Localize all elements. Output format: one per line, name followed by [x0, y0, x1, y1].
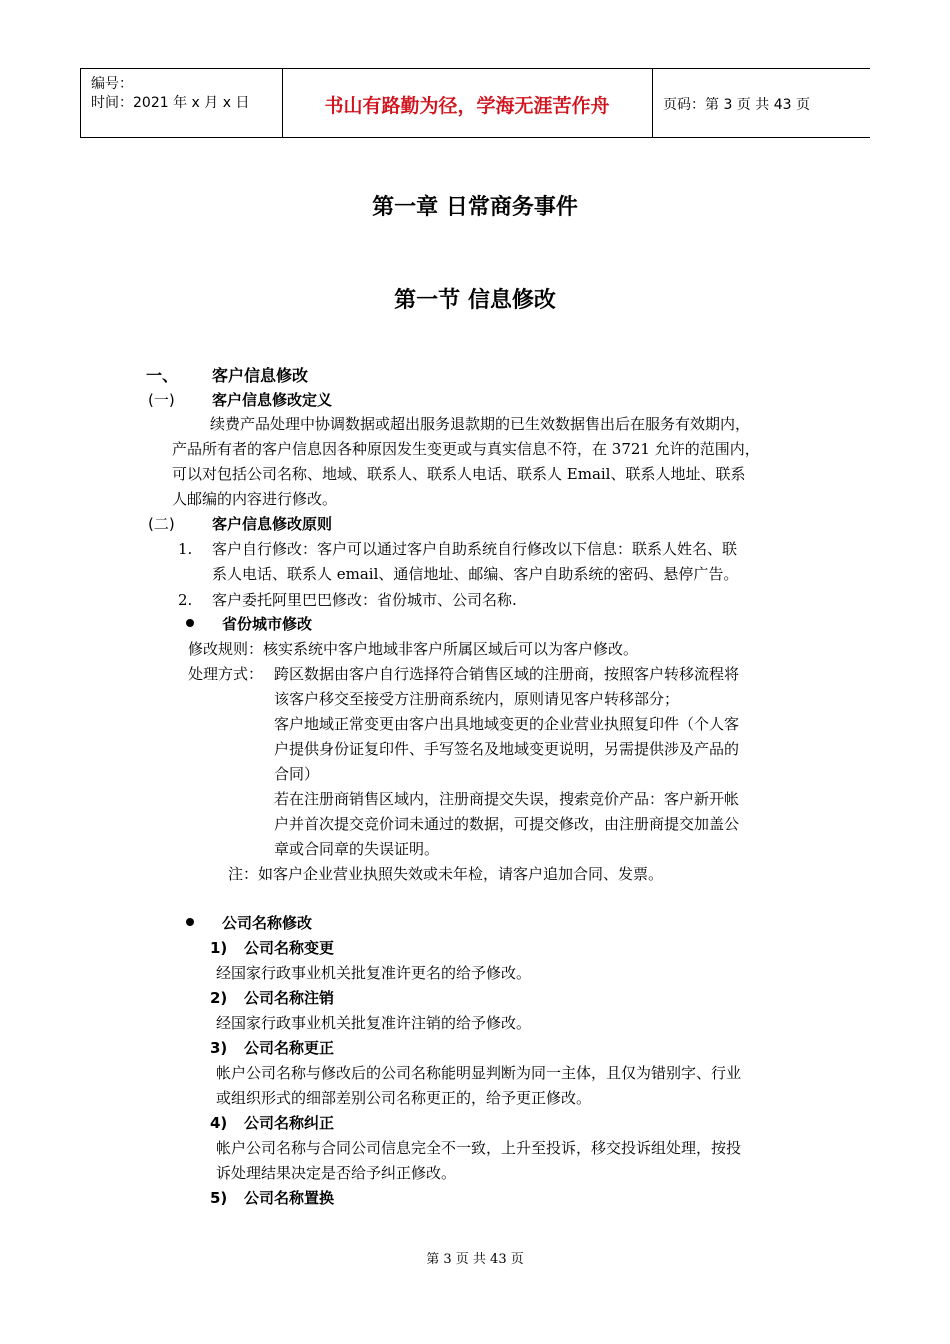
method-line: 户并首次提交竞价词未通过的数据，可提交修改，由注册商提交加盖公	[274, 815, 740, 833]
item-line: 诉处理结果决定是否给予纠正修改。	[216, 1164, 457, 1182]
item-line: 帐户公司名称与修改后的公司名称能明显判断为同一主体，且仅为错别字、行业	[216, 1064, 742, 1082]
page-footer: 第 3 页 共 43 页	[426, 1252, 524, 1267]
header-meta-cell	[80, 69, 283, 137]
item-number: 3)	[210, 1039, 228, 1057]
method-line: 客户地域正常变更由客户出具地域变更的企业营业执照复印件（个人客	[274, 715, 740, 733]
section-title: 第一节 信息修改	[394, 288, 556, 313]
bullet-province-city: 省份城市修改	[222, 615, 313, 633]
time-label: 时间：2021 年 x 月 x 日	[91, 95, 250, 111]
bullet-company-name: 公司名称修改	[222, 914, 313, 932]
item-title: 公司名称变更	[244, 939, 335, 957]
header-motto-cell	[282, 69, 653, 137]
item-number: 1)	[210, 939, 228, 957]
sub-heading-2-number: (二)	[148, 515, 175, 533]
sub-heading-1-number: (一)	[148, 391, 175, 409]
definition-line: 续费产品处理中协调数据或超出服务退款期的已生效数据售出后在服务有效期内，	[210, 415, 751, 433]
heading-one-number: 一、	[146, 366, 179, 385]
method-line: 该客户移交至接受方注册商系统内，原则请见客户转移部分；	[274, 690, 680, 708]
method-label: 处理方式：	[188, 665, 264, 683]
definition-line: 人邮编的内容进行修改。	[172, 490, 338, 508]
principle-1-line: 客户自行修改：客户可以通过客户自助系统自行修改以下信息：联系人姓名、联	[212, 540, 738, 558]
item-line: 或组织形式的细部差别公司名称更正的，给予更正修改。	[216, 1089, 592, 1107]
method-line: 合同）	[274, 765, 320, 783]
note: 注：如客户企业营业执照失效或未年检，请客户追加合同、发票。	[228, 865, 664, 883]
item-title: 公司名称纠正	[244, 1114, 335, 1132]
definition-line: 可以对包括公司名称、地域、联系人、联系人电话、联系人 Email、联系人地址、联系	[172, 465, 746, 483]
modify-rule: 修改规则：核实系统中客户地域非客户所属区域后可以为客户修改。	[188, 640, 639, 658]
item-title: 公司名称注销	[244, 989, 335, 1007]
page-info: 页码：第 3 页 共 43 页	[663, 97, 810, 113]
method-line: 章或合同章的失误证明。	[274, 840, 440, 858]
heading-one-text: 客户信息修改	[212, 366, 309, 385]
header-page-cell	[653, 69, 870, 137]
chapter-title: 第一章 日常商务事件	[372, 195, 578, 220]
method-line: 跨区数据由客户自行选择符合销售区域的注册商，按照客户转移流程将	[274, 665, 740, 683]
item-title: 公司名称更正	[244, 1039, 335, 1057]
principle-2-number: 2.	[178, 591, 193, 609]
item-line: 经国家行政事业机关批复准许注销的给予修改。	[216, 1014, 532, 1032]
principle-1-number: 1.	[178, 540, 193, 558]
sub-heading-1-text: 客户信息修改定义	[212, 391, 333, 409]
method-line: 户提供身份证复印件、手写签名及地域变更说明，另需提供涉及产品的	[274, 740, 740, 758]
sub-heading-2-text: 客户信息修改原则	[212, 515, 333, 533]
definition-line: 产品所有者的客户信息因各种原因发生变更或与真实信息不符，在 3721 允许的范围内，	[172, 440, 760, 458]
page-header	[80, 68, 870, 138]
bullet-dot-icon	[186, 619, 194, 627]
item-title: 公司名称置换	[244, 1189, 335, 1207]
motto: 书山有路勤为径，学海无涯苦作舟	[324, 95, 610, 117]
bullet-dot-icon	[186, 918, 194, 926]
item-line: 经国家行政事业机关批复准许更名的给予修改。	[216, 964, 532, 982]
item-number: 4)	[210, 1114, 228, 1132]
item-line: 帐户公司名称与合同公司信息完全不一致，上升至投诉，移交投诉组处理，按投	[216, 1139, 742, 1157]
item-number: 5)	[210, 1189, 228, 1207]
item-number: 2)	[210, 989, 228, 1007]
principle-2-text: 客户委托阿里巴巴修改：省份城市、公司名称.	[212, 591, 517, 609]
method-line: 若在注册商销售区域内，注册商提交失误，搜索竞价产品：客户新开帐	[274, 790, 740, 808]
principle-1-line: 系人电话、联系人 email、通信地址、邮编、客户自助系统的密码、悬停广告。	[212, 565, 739, 583]
serial-label: 编号：	[91, 76, 133, 92]
